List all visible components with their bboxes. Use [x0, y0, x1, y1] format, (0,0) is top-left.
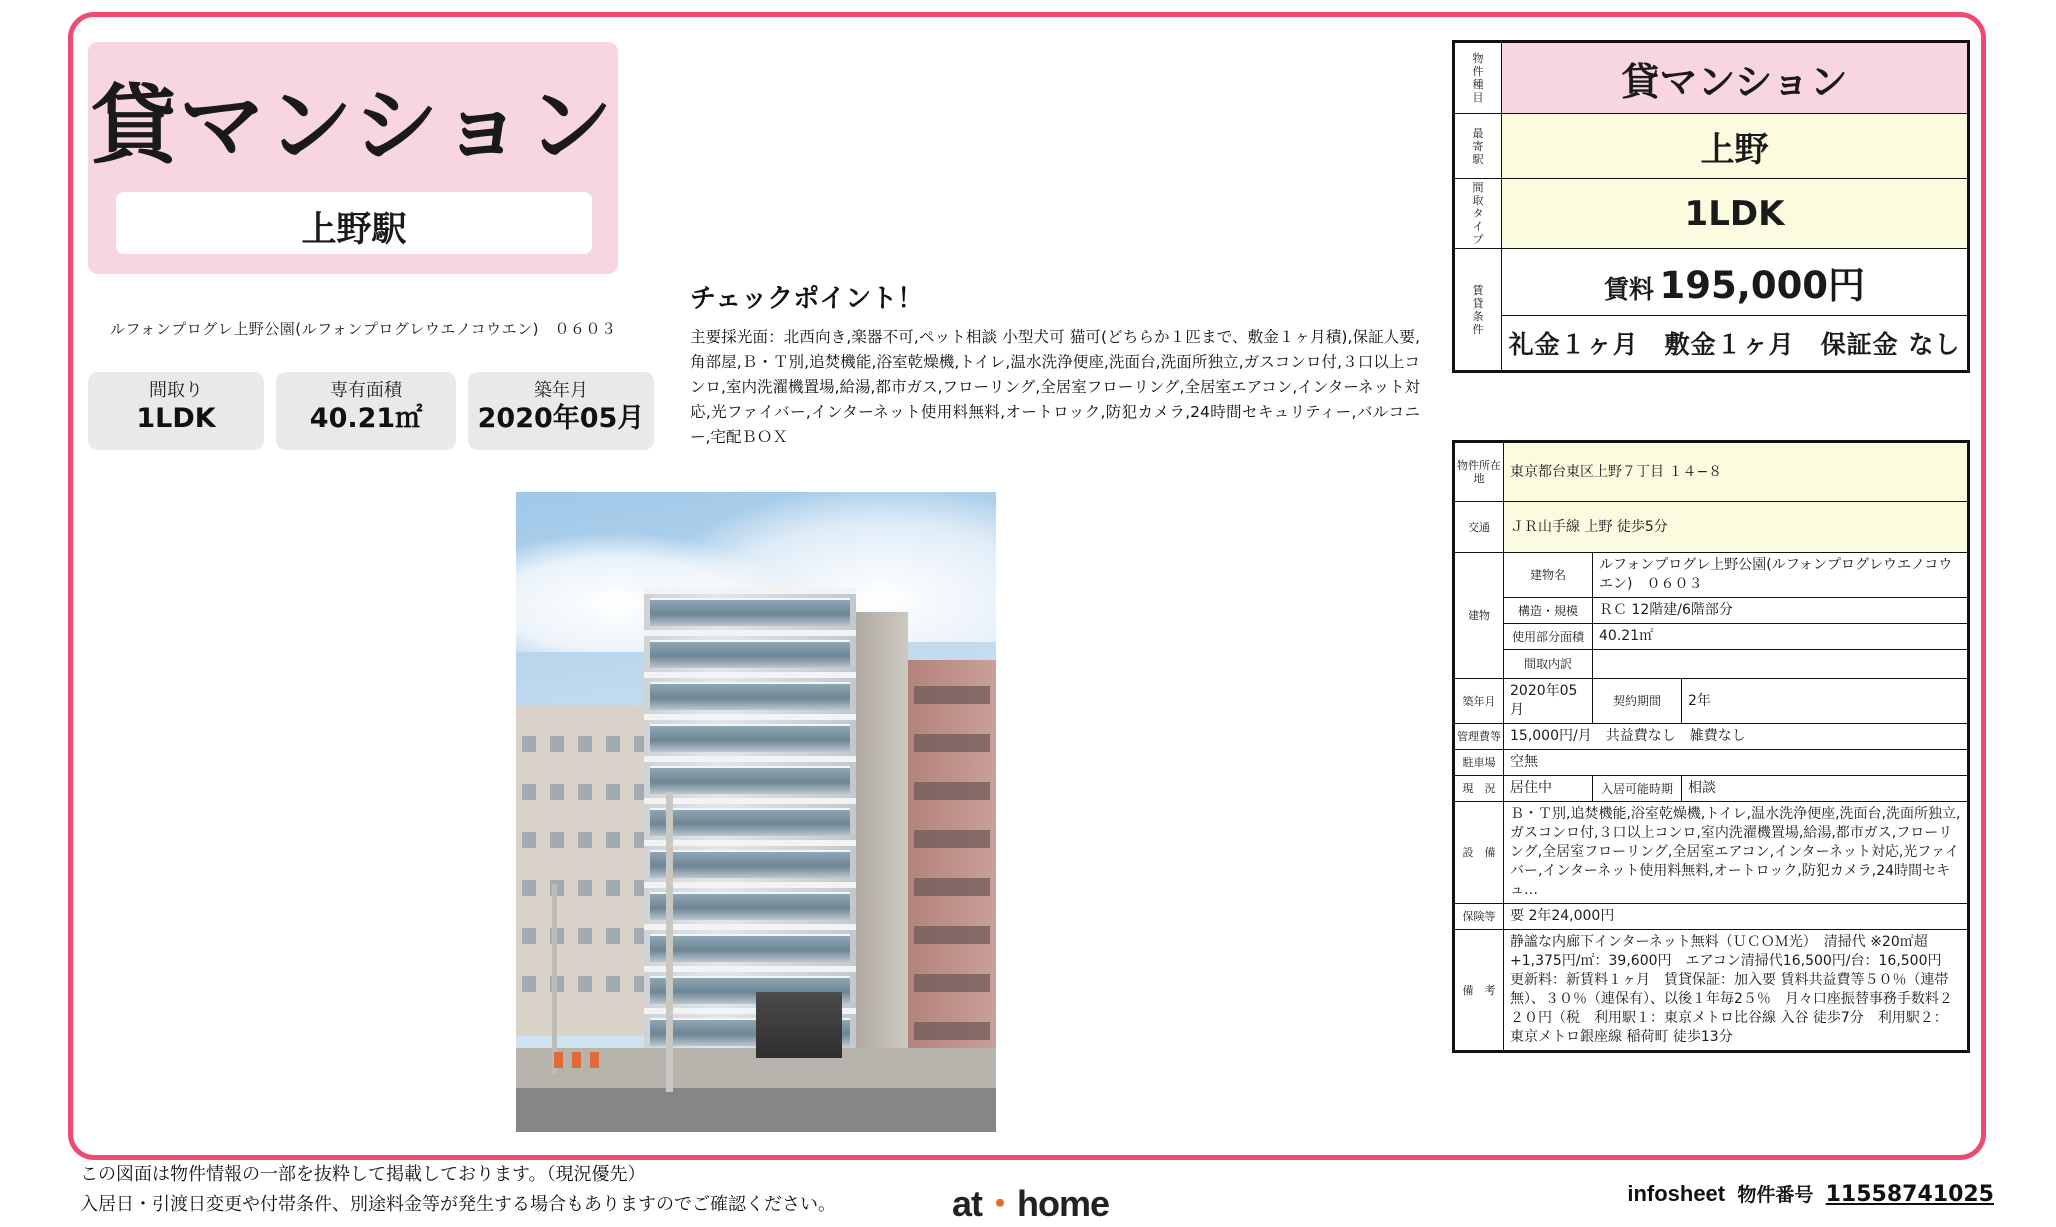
detail-parking-value: 空無 [1504, 750, 1968, 776]
table-row [1455, 43, 1968, 114]
athome-logo [952, 1176, 1109, 1227]
detail-notes-label: 備 考 [1455, 930, 1504, 1051]
summary-fees-value: 礼金１ヶ月 敷金１ヶ月 保証金 なし [1502, 316, 1968, 371]
detail-built-label: 築年月 [1455, 679, 1504, 724]
summary-type-value: 貸マンション [1502, 43, 1968, 114]
building-name-caption: ルフォンプログレ上野公園(ルフォンプログレウエノコウエン) ０６０３ [110, 320, 617, 338]
summary-plan-value: 1LDK [1502, 179, 1968, 249]
spec-label: 専有面積 [330, 380, 402, 401]
property-no-value: 11558741025 [1825, 1182, 1994, 1207]
summary-type-label: 物 件 種 目 [1455, 43, 1502, 114]
property-no-label: 物件番号 [1737, 1184, 1814, 1206]
detail-status-value: 居住中 [1504, 776, 1593, 802]
detail-movein-label: 入居可能時期 [1593, 776, 1682, 802]
detail-structure-label: 構造・規模 [1504, 598, 1593, 624]
table-row [1455, 598, 1968, 624]
footer-line-2: 入居日・引渡日変更や付帯条件、別途料金等が発生する場合もありますのでご確認ください。 [80, 1194, 836, 1215]
table-row [1455, 624, 1968, 650]
detail-access-value: ＪＲ山手線 上野 徒歩5分 [1504, 502, 1968, 553]
table-row [1455, 443, 1968, 502]
detail-contract-label: 契約期間 [1593, 679, 1682, 724]
athome-logo-at: at [952, 1183, 983, 1224]
detail-building-label: 建物 [1455, 553, 1504, 679]
table-row [1455, 553, 1968, 598]
checkpoint-title: チェックポイント！ [690, 284, 924, 314]
detail-equip-value: Ｂ・Ｔ別,追焚機能,浴室乾燥機,トイレ,温水洗浄便座,洗面台,洗面所独立,ガスコンロ付,３口以上コンロ,室内洗濯機置場,給湯,都市ガス,フローリング,全居室フローリング,全居室エアコン,インターネット対応,光ファイバー,インターネット使用料無料,オートロック,防犯カメラ,24時間セキュ… [1504, 802, 1968, 904]
table-row [1455, 316, 1968, 371]
spec-card-layout [88, 372, 264, 450]
detail-status-label: 現 況 [1455, 776, 1504, 802]
photo-utility-pole [666, 792, 673, 1092]
detail-access-label: 交通 [1455, 502, 1504, 553]
summary-station-value: 上野 [1502, 114, 1968, 179]
detail-building-name-label: 建物名 [1504, 553, 1593, 598]
table-row [1455, 502, 1968, 553]
detail-insurance-value: 要 2年24,000円 [1504, 904, 1968, 930]
table-row [1455, 724, 1968, 750]
athome-logo-dot: ・ [982, 1183, 1018, 1224]
detail-mgmt-label: 管理費等 [1455, 724, 1504, 750]
spec-label: 築年月 [534, 380, 588, 401]
spec-card-row [88, 372, 648, 450]
spec-value: 2020年05月 [477, 403, 645, 434]
station-pill [116, 192, 592, 254]
detail-structure-value: ＲＣ 12階建/6階部分 [1593, 598, 1968, 624]
table-row [1455, 776, 1968, 802]
property-type-title: 貸マンション [90, 76, 616, 176]
detail-insurance-label: 保険等 [1455, 904, 1504, 930]
spec-card-built [468, 372, 654, 450]
table-row [1455, 179, 1968, 249]
summary-terms-label: 賃 貸 条 件 [1455, 249, 1502, 371]
spec-card-area [276, 372, 456, 450]
athome-logo-home: home [1017, 1183, 1110, 1224]
property-type-banner [88, 42, 618, 274]
photo-utility-pole [552, 884, 557, 1074]
table-row [1455, 114, 1968, 179]
detail-address-value: 東京都台東区上野７丁目 １４−８ [1504, 443, 1968, 502]
infosheet-label: infosheet [1627, 1181, 1726, 1206]
photo-neighbor-building [516, 706, 654, 1036]
detail-building-name-value: ルフォンプログレ上野公園(ルフォンプログレウエノコウエン) ０６０３ [1593, 553, 1968, 598]
summary-rent-cell [1502, 249, 1968, 316]
table-row [1455, 650, 1968, 679]
table-row [1455, 802, 1968, 904]
detail-mgmt-value: 15,000円/月 共益費なし 雑費なし [1504, 724, 1968, 750]
station-name: 上野駅 [301, 210, 407, 250]
detail-parking-label: 駐車場 [1455, 750, 1504, 776]
spec-value: 40.21㎡ [309, 403, 423, 434]
photo-traffic-cone [590, 1052, 599, 1068]
detail-notes-value: 静謐な内廊下インターネット無料（ＵＣＯＭ光） 清掃代 ※20㎡超+1,375円/㎡：39,600円 エアコン清掃代16,500円/台：16,500円 更新料：新賃料１ヶ月 賃貸保証：加入要 賃料共益費等５０％（連帯無）、３０％（連保有）、以後１年毎2５％ 月々口座振替事務手数料２２０円（税 利用駅１：東京メトロ比谷線 入谷 徒歩7分 利用駅２：東京メトロ銀座線 稲荷町 徒歩13分 [1504, 930, 1968, 1051]
rent-prefix: 賃料 [1603, 275, 1654, 304]
rent-value: 195,000円 [1659, 264, 1866, 307]
detail-layout-label: 間取内訳 [1504, 650, 1593, 679]
spec-value: 1LDK [136, 403, 216, 434]
spec-label: 間取り [149, 380, 203, 401]
detail-equip-label: 設 備 [1455, 802, 1504, 904]
detail-movein-value: 相談 [1682, 776, 1968, 802]
photo-traffic-cone [572, 1052, 581, 1068]
summary-table [1452, 40, 1970, 373]
summary-station-label: 最 寄 駅 [1455, 114, 1502, 179]
checkpoint-body: 主要採光面：北西向き,楽器不可,ペット相談 小型犬可 猫可(どちらか１匹まで、敷金１ヶ月積),保証人要,角部屋,Ｂ・Ｔ別,追焚機能,浴室乾燥機,トイレ,温水洗浄便座,洗面台,洗面所独立,ガスコンロ付,３口以上コンロ,室内洗濯機置場,給湯,都市ガス,フローリング,全居室フローリング,全居室エアコン,インターネット対応,光ファイバー,インターネット使用料無料,オートロック,防犯カメラ,24時間セキュリティー,バルコニー,宅配ＢＯＸ [690, 328, 1420, 446]
detail-address-label: 物件所在地 [1455, 443, 1504, 502]
infosheet-footer [1627, 1180, 1994, 1207]
detail-area-value: 40.21㎡ [1593, 624, 1968, 650]
detail-contract-value: 2年 [1682, 679, 1968, 724]
photo-road [516, 1088, 996, 1132]
photo-entrance [756, 992, 842, 1058]
table-row [1455, 904, 1968, 930]
detail-table [1452, 440, 1970, 1053]
property-photo [516, 492, 996, 1132]
summary-plan-label: 間 取 タ イ プ [1455, 179, 1502, 249]
table-row [1455, 930, 1968, 1051]
detail-built-value: 2020年05月 [1504, 679, 1593, 724]
photo-right-building [906, 660, 996, 1090]
detail-area-label: 使用部分面積 [1504, 624, 1593, 650]
footer-line-1: この図面は物件情報の一部を抜粋して掲載しております。（現況優先） [80, 1164, 646, 1185]
table-row [1455, 679, 1968, 724]
photo-traffic-cone [554, 1052, 563, 1068]
table-row [1455, 750, 1968, 776]
footer-disclaimer [80, 1160, 836, 1220]
table-row [1455, 249, 1968, 316]
detail-layout-value [1593, 650, 1968, 679]
